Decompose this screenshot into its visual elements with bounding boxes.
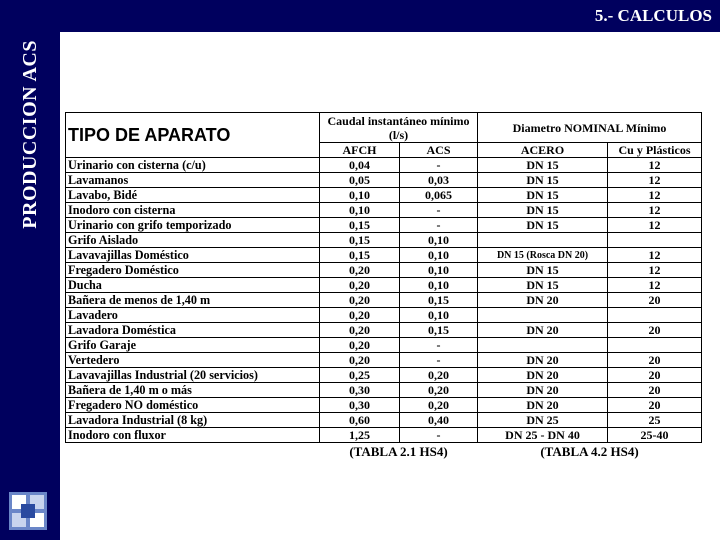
cell-name: Lavadora Doméstica <box>66 323 320 338</box>
cell-cu: 12 <box>608 248 702 263</box>
cell-acero: DN 15 <box>478 158 608 173</box>
table-row <box>66 383 702 398</box>
cell-cu: 25 <box>608 413 702 428</box>
sidebar <box>0 0 60 540</box>
cell-cu: 12 <box>608 218 702 233</box>
cell-cu <box>608 338 702 353</box>
table-row <box>66 173 702 188</box>
cell-acs: 0,15 <box>400 323 478 338</box>
cell-cu <box>608 308 702 323</box>
cell-acs: 0,10 <box>400 308 478 323</box>
table-row <box>66 398 702 413</box>
cell-cu: 20 <box>608 323 702 338</box>
cell-name: Grifo Garaje <box>66 338 320 353</box>
cell-cu: 20 <box>608 383 702 398</box>
cell-afch: 0,60 <box>320 413 400 428</box>
cell-afch: 0,10 <box>320 188 400 203</box>
cell-cu: 20 <box>608 368 702 383</box>
cell-cu: 12 <box>608 278 702 293</box>
table-row <box>66 248 702 263</box>
cell-afch: 0,20 <box>320 263 400 278</box>
table-row <box>66 233 702 248</box>
cell-cu: 12 <box>608 173 702 188</box>
cell-cu: 25-40 <box>608 428 702 443</box>
cell-name: Lavavajillas Industrial (20 servicios) <box>66 368 320 383</box>
cell-name: Inodoro con cisterna <box>66 203 320 218</box>
cell-acero: DN 20 <box>478 368 608 383</box>
table-row <box>66 368 702 383</box>
cell-acs: 0,10 <box>400 278 478 293</box>
cell-acs: 0,20 <box>400 398 478 413</box>
cell-acs: 0,10 <box>400 248 478 263</box>
cell-name: Urinario con cisterna (c/u) <box>66 158 320 173</box>
cell-acero: DN 20 <box>478 383 608 398</box>
cell-acs: - <box>400 428 478 443</box>
cell-afch: 0,04 <box>320 158 400 173</box>
cell-afch: 0,10 <box>320 203 400 218</box>
table-row <box>66 428 702 443</box>
cell-name: Urinario con grifo temporizado <box>66 218 320 233</box>
cell-name: Fregadero Doméstico <box>66 263 320 278</box>
cell-afch: 0,30 <box>320 398 400 413</box>
header-caudal: Caudal instantáneo mínimo (l/s) <box>320 113 478 143</box>
cell-name: Vertedero <box>66 353 320 368</box>
cell-acs: 0,20 <box>400 368 478 383</box>
cell-acs: 0,15 <box>400 293 478 308</box>
cell-name: Bañera de menos de 1,40 m <box>66 293 320 308</box>
cell-afch: 0,25 <box>320 368 400 383</box>
table-row <box>66 353 702 368</box>
cell-acero: DN 20 <box>478 293 608 308</box>
cell-cu: 12 <box>608 263 702 278</box>
caption-right: (TABLA 4.2 HS4) <box>540 444 639 459</box>
cell-acero: DN 15 <box>478 263 608 278</box>
table-row <box>66 413 702 428</box>
cell-afch: 0,20 <box>320 293 400 308</box>
cell-name: Bañera de 1,40 m o más <box>66 383 320 398</box>
table-image <box>62 112 706 480</box>
cell-name: Inodoro con fluxor <box>66 428 320 443</box>
cell-afch: 0,20 <box>320 308 400 323</box>
page-title: 5.- CALCULOS <box>594 6 712 25</box>
col-afch: AFCH <box>320 143 400 158</box>
col-acero: ACERO <box>478 143 608 158</box>
table-row <box>66 203 702 218</box>
sidebar-title-text: PRODUCCION ACS <box>18 39 41 229</box>
cell-acs: - <box>400 338 478 353</box>
cell-acs: - <box>400 203 478 218</box>
cell-cu: 12 <box>608 158 702 173</box>
sidebar-title <box>0 0 60 268</box>
cell-name: Ducha <box>66 278 320 293</box>
logo-icon <box>9 492 47 530</box>
table-row <box>66 338 702 353</box>
cell-acero: DN 15 <box>478 188 608 203</box>
cell-acero: DN 20 <box>478 353 608 368</box>
table-row <box>66 278 702 293</box>
cell-name: Lavamanos <box>66 173 320 188</box>
cell-afch: 0,15 <box>320 233 400 248</box>
table-row <box>66 293 702 308</box>
cell-acero <box>478 308 608 323</box>
cell-afch: 0,30 <box>320 383 400 398</box>
table-row <box>66 263 702 278</box>
cell-afch: 0,15 <box>320 248 400 263</box>
cell-acs: - <box>400 218 478 233</box>
cell-name: Fregadero NO doméstico <box>66 398 320 413</box>
cell-acero: DN 20 <box>478 398 608 413</box>
cell-acero: DN 15 <box>478 218 608 233</box>
cell-acero: DN 15 <box>478 278 608 293</box>
cell-afch: 0,20 <box>320 338 400 353</box>
cell-name: Lavavajillas Doméstico <box>66 248 320 263</box>
table-row <box>66 188 702 203</box>
cell-name: Lavabo, Bidé <box>66 188 320 203</box>
table-row <box>66 158 702 173</box>
col-cu: Cu y Plásticos <box>608 143 702 158</box>
cell-acs: 0,10 <box>400 233 478 248</box>
cell-acero <box>478 338 608 353</box>
cell-afch: 0,20 <box>320 323 400 338</box>
cell-acs: 0,065 <box>400 188 478 203</box>
fixture-table <box>65 112 702 461</box>
cell-acero: DN 20 <box>478 323 608 338</box>
cell-afch: 0,15 <box>320 218 400 233</box>
cell-acs: - <box>400 353 478 368</box>
cell-acero <box>478 233 608 248</box>
cell-cu: 12 <box>608 188 702 203</box>
cell-cu: 20 <box>608 353 702 368</box>
caption-spacer <box>66 443 320 462</box>
cell-afch: 0,05 <box>320 173 400 188</box>
cell-acs: 0,20 <box>400 383 478 398</box>
cell-acs: 0,40 <box>400 413 478 428</box>
header-bar <box>60 0 720 32</box>
cell-afch: 0,20 <box>320 353 400 368</box>
table-row <box>66 308 702 323</box>
table-row <box>66 323 702 338</box>
cell-afch: 0,20 <box>320 278 400 293</box>
table-row <box>66 218 702 233</box>
cell-acero: DN 25 - DN 40 <box>478 428 608 443</box>
cell-name: Lavadero <box>66 308 320 323</box>
cell-cu: 12 <box>608 203 702 218</box>
col-acs: ACS <box>400 143 478 158</box>
cell-acs: 0,03 <box>400 173 478 188</box>
cell-name: Grifo Aislado <box>66 233 320 248</box>
cell-cu: 20 <box>608 398 702 413</box>
cell-acs: - <box>400 158 478 173</box>
caption-left: (TABLA 2.1 HS4) <box>349 444 448 459</box>
cell-cu <box>608 233 702 248</box>
cell-cu: 20 <box>608 293 702 308</box>
cell-acero: DN 15 <box>478 203 608 218</box>
cell-acero: DN 25 <box>478 413 608 428</box>
cell-acero: DN 15 <box>478 173 608 188</box>
header-diametro: Diametro NOMINAL Mínimo <box>478 113 702 143</box>
cell-acs: 0,10 <box>400 263 478 278</box>
cell-acero: DN 15 (Rosca DN 20) <box>478 248 608 263</box>
cell-afch: 1,25 <box>320 428 400 443</box>
header-aparato: TIPO DE APARATO <box>66 113 320 158</box>
cell-name: Lavadora Industrial (8 kg) <box>66 413 320 428</box>
